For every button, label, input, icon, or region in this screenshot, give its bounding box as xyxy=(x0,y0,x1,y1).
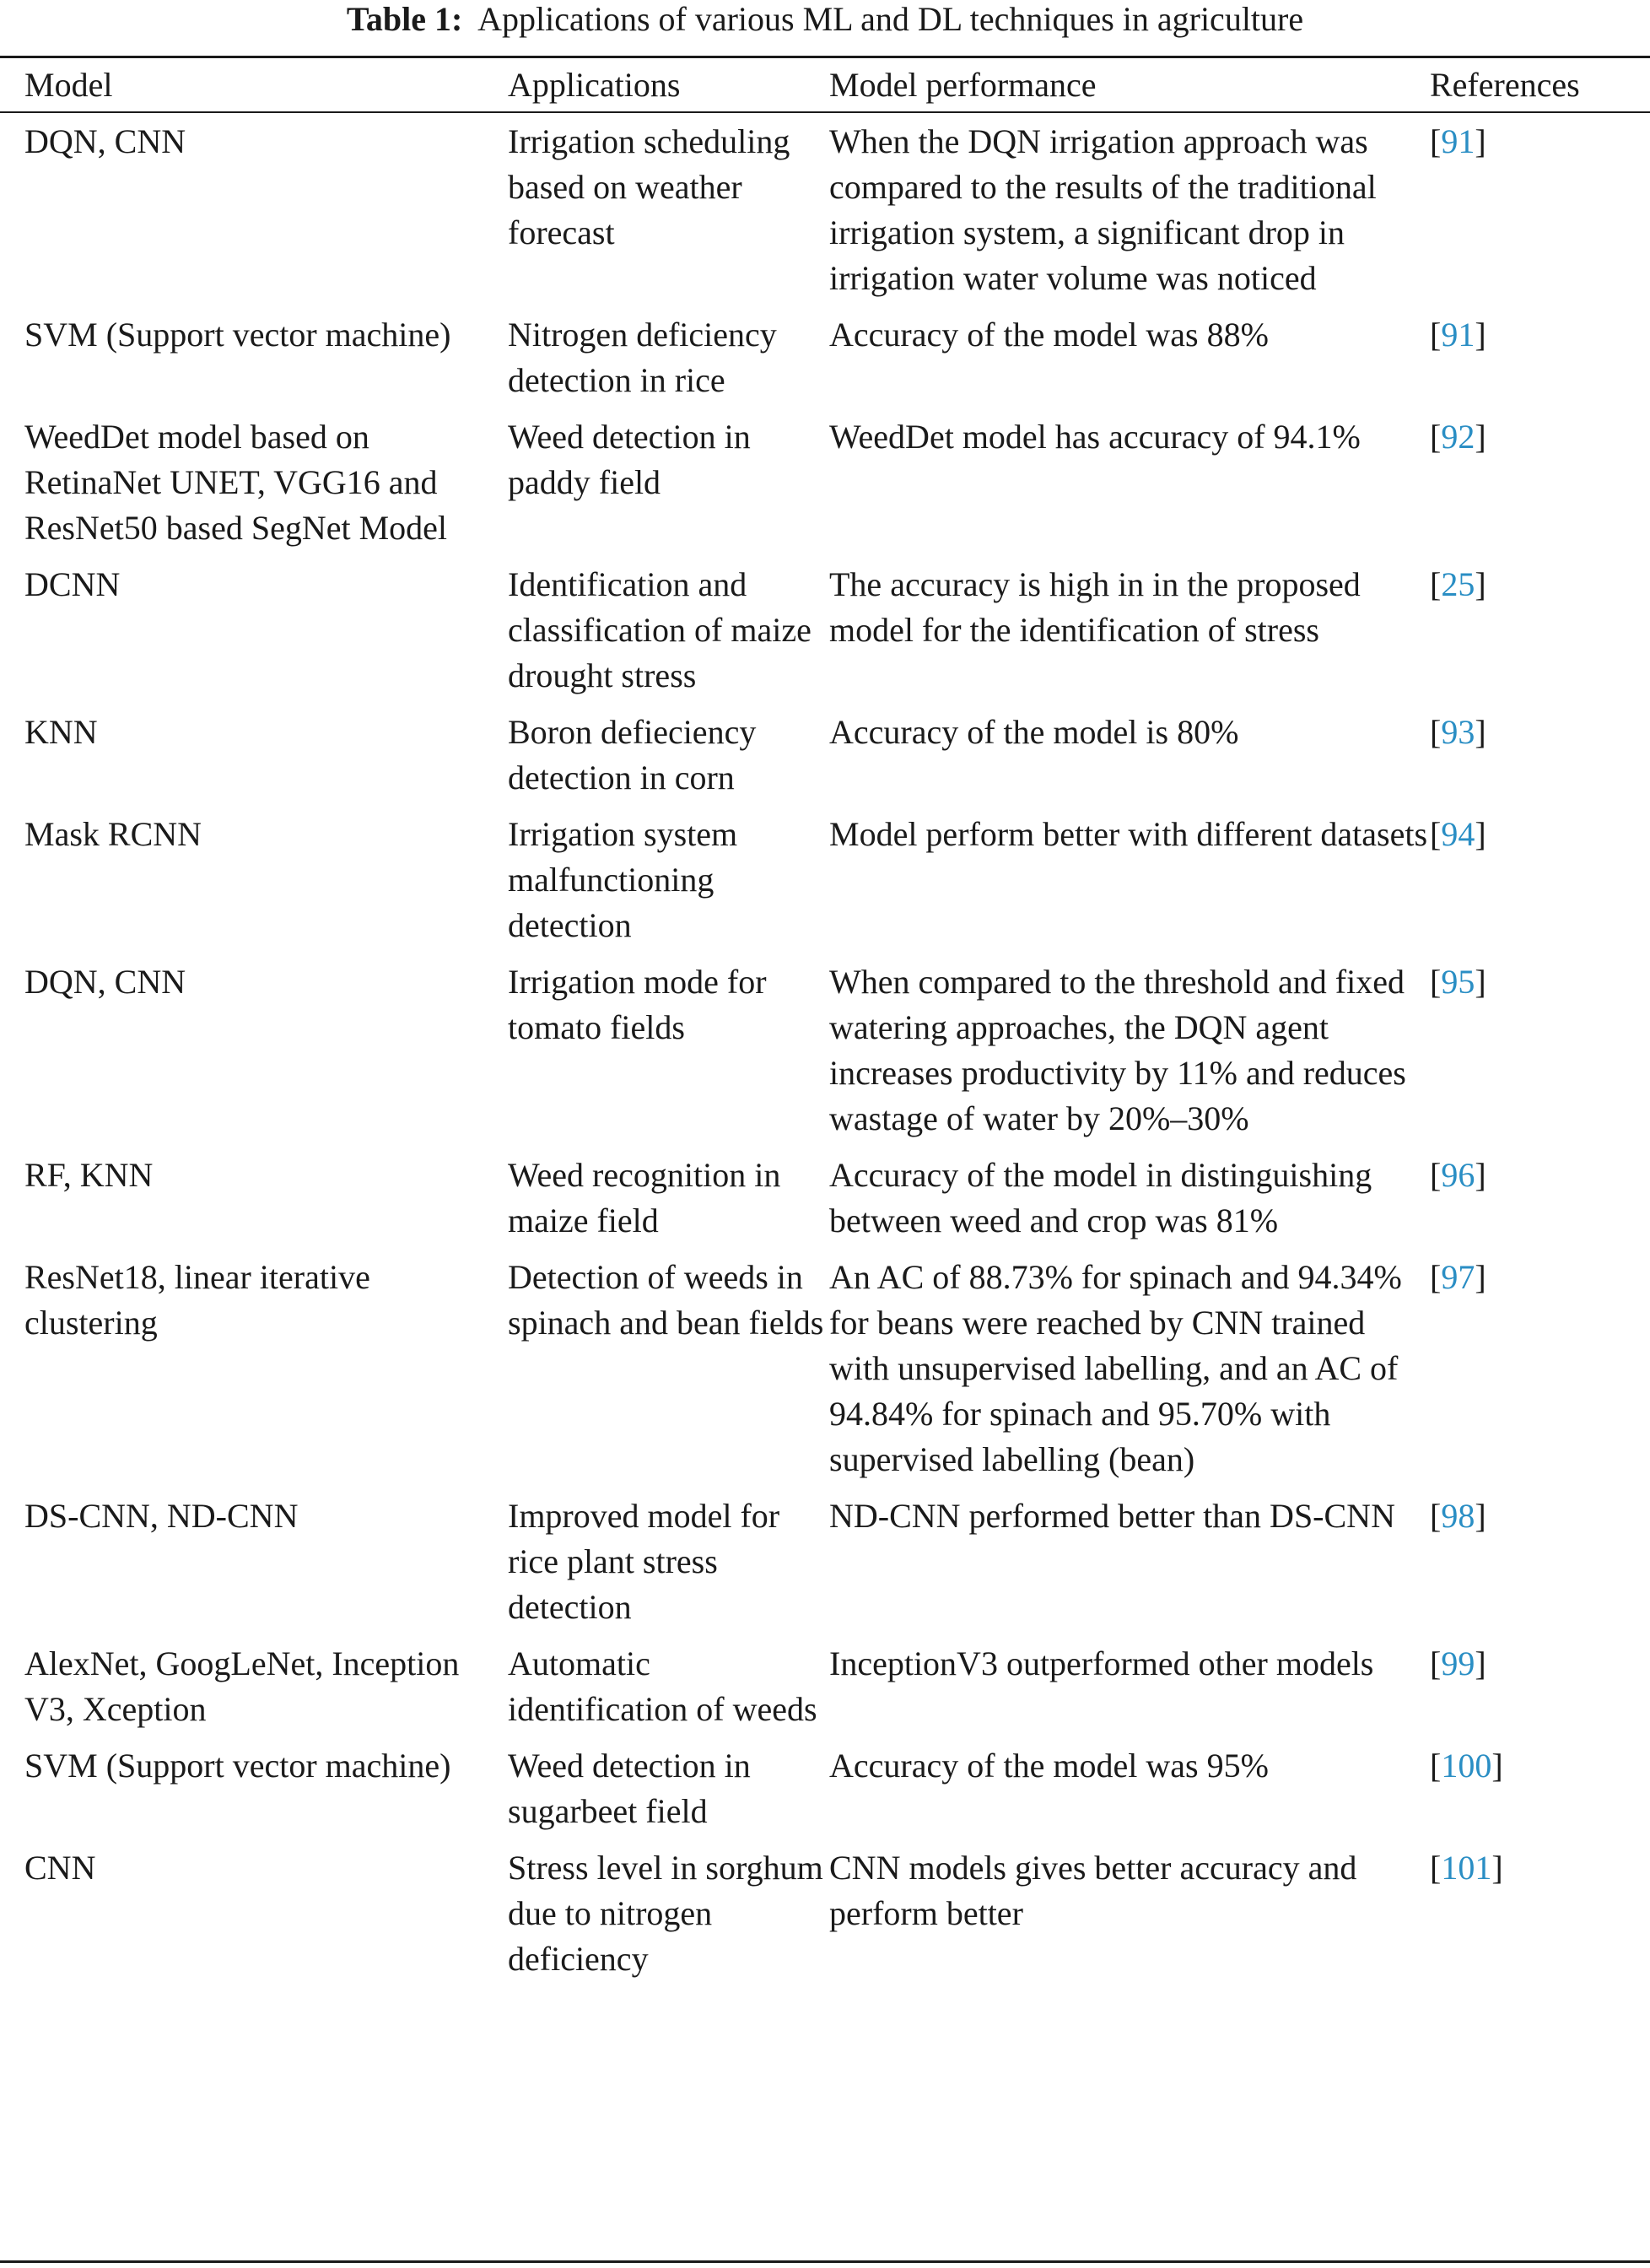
cell-model: SVM (Support vector machine) xyxy=(24,316,451,354)
table-row xyxy=(0,1845,1650,1993)
caption-title: Applications of various ML and DL techniques in agriculture xyxy=(477,0,1304,38)
table-row xyxy=(0,114,1650,312)
cell-model: SVM (Support vector machine) xyxy=(24,1747,451,1785)
table-row xyxy=(0,1641,1650,1743)
table-row xyxy=(0,414,1650,562)
table-row xyxy=(0,710,1650,812)
table-body xyxy=(0,114,1650,1993)
cell-application: Stress level in sorghum due to nitrogen deficiency xyxy=(508,1849,823,1978)
cell-application: Identification and classification of maize drought stress xyxy=(508,565,812,694)
table-row xyxy=(0,1255,1650,1493)
table-row xyxy=(0,312,1650,414)
reference-link[interactable]: 98 xyxy=(1441,1497,1475,1535)
cell-model: DQN, CNN xyxy=(24,122,186,160)
cell-performance: The accuracy is high in in the proposed model for the identification of stress xyxy=(829,565,1361,649)
cell-model: Mask RCNN xyxy=(24,815,202,853)
cell-performance: ND-CNN performed better than DS-CNN xyxy=(829,1497,1395,1535)
cell-performance: Accuracy of the model was 95% xyxy=(829,1747,1269,1785)
cell-performance: When compared to the threshold and fixed watering approaches, the DQN agent increases productivity by 11% and reduces wastage of water by 20%–30% xyxy=(829,963,1406,1137)
reference-link[interactable]: 25 xyxy=(1441,565,1475,603)
table-row xyxy=(0,1493,1650,1641)
header-references: References xyxy=(1430,66,1580,104)
cell-reference: [97] xyxy=(1430,1258,1486,1296)
cell-performance: InceptionV3 outperformed other models xyxy=(829,1644,1374,1682)
cell-reference: [93] xyxy=(1430,713,1486,751)
cell-performance: When the DQN irrigation approach was compared to the results of the traditional irrigation system, a significant drop in irrigation water volume was noticed xyxy=(829,122,1377,297)
reference-link[interactable]: 91 xyxy=(1441,122,1475,160)
cell-model: DS-CNN, ND-CNN xyxy=(24,1497,299,1535)
top-rule xyxy=(0,56,1650,58)
cell-application: Irrigation system malfunctioning detection xyxy=(508,815,738,944)
cell-model: DQN, CNN xyxy=(24,963,186,1001)
cell-application: Irrigation mode for tomato fields xyxy=(508,963,767,1046)
cell-performance: Accuracy of the model was 88% xyxy=(829,316,1269,354)
cell-application: Weed detection in sugarbeet field xyxy=(508,1747,751,1830)
table-row xyxy=(0,959,1650,1153)
cell-performance: An AC of 88.73% for spinach and 94.34% for beans were reached by CNN trained with unsupervised labelling, and an AC of 94.84% for spinach and 95.70% with supervised labelling (bean) xyxy=(829,1258,1402,1478)
header-performance: Model performance xyxy=(829,66,1097,104)
cell-reference: [91] xyxy=(1430,122,1486,160)
cell-reference: [101] xyxy=(1430,1849,1503,1887)
cell-application: Detection of weeds in spinach and bean fields xyxy=(508,1258,824,1342)
cell-performance: CNN models gives better accuracy and perform better xyxy=(829,1849,1357,1932)
cell-application: Automatic identification of weeds xyxy=(508,1644,817,1728)
cell-reference: [96] xyxy=(1430,1156,1486,1194)
cell-application: Weed detection in paddy field xyxy=(508,418,751,501)
table-row xyxy=(0,562,1650,710)
applications-table xyxy=(0,60,1650,1993)
cell-model: KNN xyxy=(24,713,98,751)
cell-reference: [100] xyxy=(1430,1747,1503,1785)
header-applications: Applications xyxy=(508,66,681,104)
cell-performance: WeedDet model has accuracy of 94.1% xyxy=(829,418,1361,456)
cell-reference: [91] xyxy=(1430,316,1486,354)
reference-link[interactable]: 94 xyxy=(1441,815,1475,853)
cell-reference: [98] xyxy=(1430,1497,1486,1535)
cell-reference: [25] xyxy=(1430,565,1486,603)
cell-reference: [92] xyxy=(1430,418,1486,456)
cell-application: Improved model for rice plant stress detection xyxy=(508,1497,780,1626)
cell-performance: Accuracy of the model is 80% xyxy=(829,713,1239,751)
reference-link[interactable]: 99 xyxy=(1441,1644,1475,1682)
cell-performance: Accuracy of the model in distinguishing between weed and crop was 81% xyxy=(829,1156,1372,1239)
cell-model: AlexNet, GoogLeNet, Inception V3, Xception xyxy=(24,1644,460,1728)
cell-application: Nitrogen deficiency detection in rice xyxy=(508,316,777,399)
cell-performance: Model perform better with different datasets xyxy=(829,815,1428,853)
reference-link[interactable]: 93 xyxy=(1441,713,1475,751)
cell-model: DCNN xyxy=(24,565,121,603)
table-row xyxy=(0,812,1650,959)
cell-reference: [94] xyxy=(1430,815,1486,853)
cell-application: Weed recognition in maize field xyxy=(508,1156,781,1239)
header-model: Model xyxy=(24,66,113,104)
table-header-row xyxy=(0,60,1650,114)
bottom-rule xyxy=(0,2260,1650,2263)
table-row xyxy=(0,1153,1650,1255)
cell-reference: [95] xyxy=(1430,963,1486,1001)
reference-link[interactable]: 97 xyxy=(1441,1258,1475,1296)
cell-model: CNN xyxy=(24,1849,96,1887)
reference-link[interactable]: 100 xyxy=(1441,1747,1492,1785)
cell-reference: [99] xyxy=(1430,1644,1486,1682)
caption-label: Table 1: xyxy=(346,0,463,38)
reference-link[interactable]: 91 xyxy=(1441,316,1475,354)
cell-model: WeedDet model based on RetinaNet UNET, VGG16 and ResNet50 based SegNet Model xyxy=(24,418,448,547)
reference-link[interactable]: 92 xyxy=(1441,418,1475,456)
cell-application: Irrigation scheduling based on weather forecast xyxy=(508,122,790,251)
reference-link[interactable]: 101 xyxy=(1441,1849,1492,1887)
table-row xyxy=(0,1743,1650,1845)
reference-link[interactable]: 96 xyxy=(1441,1156,1475,1194)
table-caption xyxy=(0,0,1650,39)
cell-model: ResNet18, linear iterative clustering xyxy=(24,1258,370,1342)
reference-link[interactable]: 95 xyxy=(1441,963,1475,1001)
cell-application: Boron defieciency detection in corn xyxy=(508,713,757,796)
cell-model: RF, KNN xyxy=(24,1156,154,1194)
